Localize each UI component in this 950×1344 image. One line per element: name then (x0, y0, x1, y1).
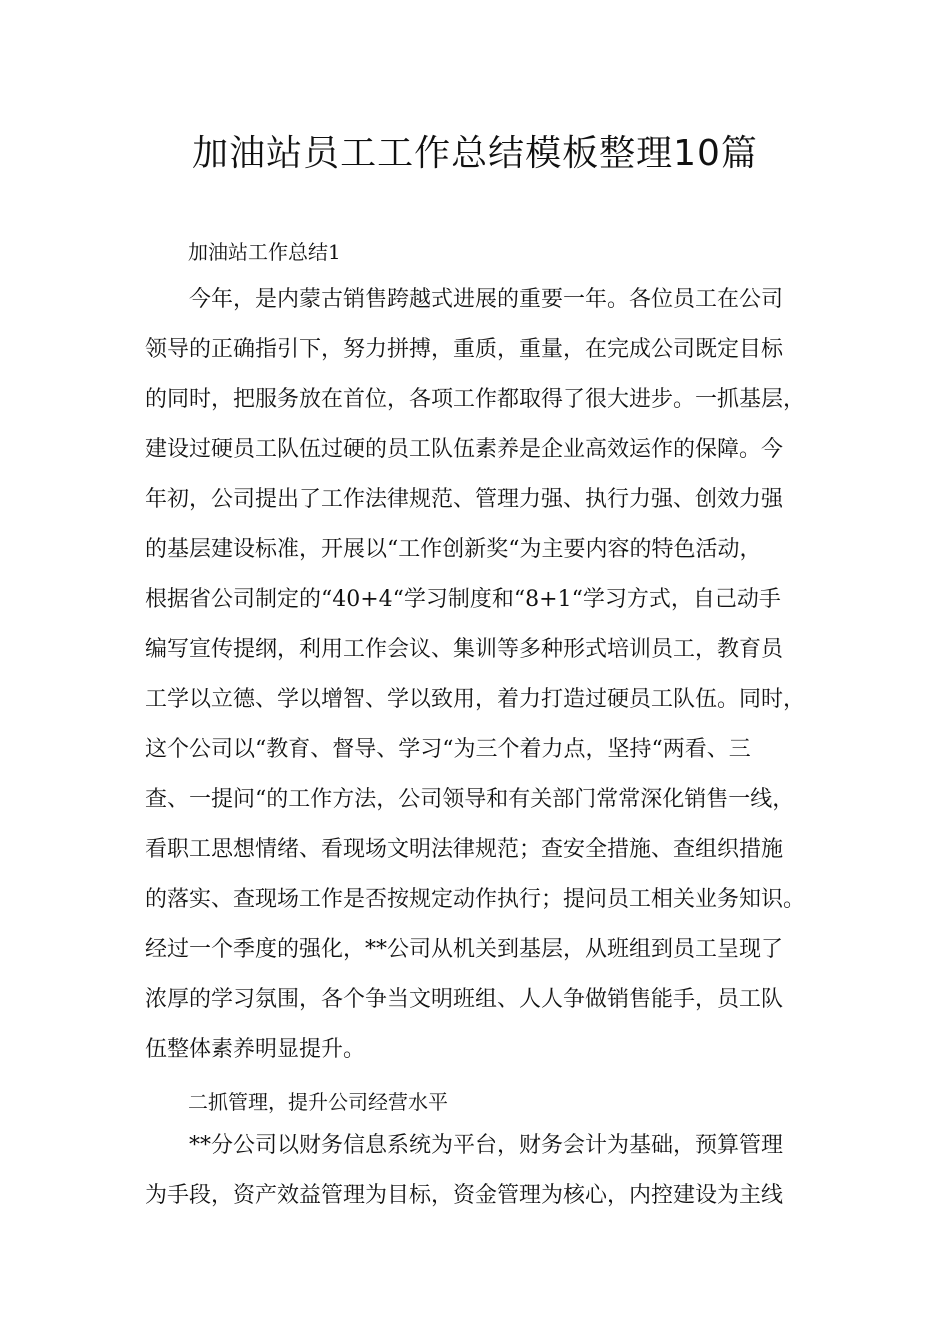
paragraph-line: 经过一个季度的强化，**公司从机关到基层，从班组到员工呈现了 (145, 937, 784, 962)
paragraph-line: 的落实、查现场工作是否按规定动作执行；提问员工相关业务知识。 (145, 887, 806, 912)
paragraph-line: 建设过硬员工队伍过硬的员工队伍素养是企业高效运作的保障。今 (145, 437, 784, 462)
paragraph-line: 的同时，把服务放在首位，各项工作都取得了很大进步。一抓基层， (145, 387, 806, 412)
paragraph-line: 工学以立德、学以增智、学以致用，着力打造过硬员工队伍。同时， (145, 687, 806, 712)
paragraph-line: 为手段，资产效益管理为目标，资金管理为核心，内控建设为主线 (145, 1183, 784, 1208)
paragraph-line: 今年，是内蒙古销售跨越式进展的重要一年。各位员工在公司 (189, 287, 784, 312)
paragraph-line: 看职工思想情绪、看现场文明法律规范；查安全措施、查组织措施 (145, 837, 784, 862)
paragraph-2 (145, 1121, 825, 1221)
paragraph-line: **分公司以财务信息系统为平台，财务会计为基础，预算管理 (189, 1133, 784, 1158)
paragraph-line: 的基层建设标准，开展以“工作创新奖“为主要内容的特色活动， (145, 537, 762, 562)
paragraph-line: 编写宣传提纲，利用工作会议、集训等多种形式培训员工，教育员 (145, 637, 784, 662)
section-heading-1: 加油站工作总结1 (188, 240, 341, 264)
paragraph-line: 查、一提问“的工作方法，公司领导和有关部门常常深化销售一线， (145, 787, 795, 812)
paragraph-line: 浓厚的学习氛围，各个争当文明班组、人人争做销售能手，员工队 (145, 987, 784, 1012)
document-title: 加油站员工工作总结模板整理10篇 (192, 133, 758, 174)
paragraph-line: 年初，公司提出了工作法律规范、管理力强、执行力强、创效力强 (145, 487, 784, 512)
paragraph-1 (145, 275, 825, 1075)
paragraph-line: 这个公司以“教育、督导、学习“为三个着力点，坚持“两看、三 (145, 737, 751, 762)
section-heading-2: 二抓管理，提升公司经营水平 (188, 1090, 448, 1114)
paragraph-line: 领导的正确指引下，努力拼搏，重质，重量，在完成公司既定目标 (145, 337, 784, 362)
paragraph-line: 根据省公司制定的“40+4“学习制度和“8+1“学习方式，自己动手 (145, 587, 781, 612)
paragraph-line: 伍整体素养明显提升。 (145, 1037, 366, 1062)
